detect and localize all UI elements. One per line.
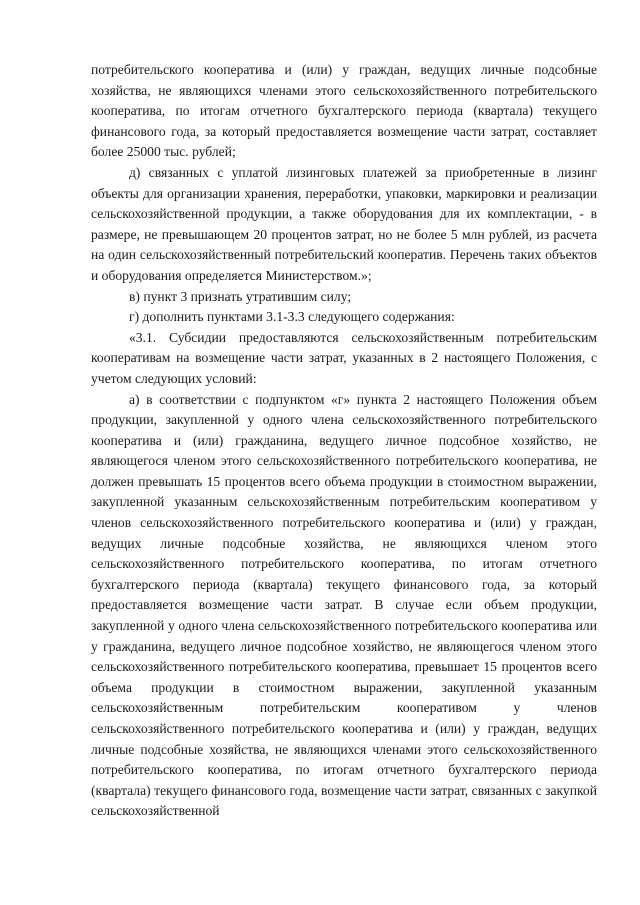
document-body (91, 60, 597, 822)
paragraph-continuation: потребительского кооператива и (или) у граждан, ведущих личные подсобные хозяйства, не являющихся членами этого сельскохозяйственного потребительского кооператива, по итогам отчетного бухгалтерского периода (квартала) текущего финансового года, за который предоставляется возмещение части затрат, составляет более 25000 тыс. рублей; (91, 62, 597, 160)
paragraph-item-v: в) пункт 3 признать утратившим силу; (129, 288, 352, 304)
paragraph-item-g: г) дополнить пунктами 3.1-3.3 следующего содержания: (129, 309, 455, 325)
paragraph-item-d: д) связанных с уплатой лизинговых платежей за приобретенные в лизинг объекты для организации хранения, переработки, упаковки, маркировки и реализации сельскохозяйственной продукции, а также оборудования для их комплектации, - в размере, не превышающем 20 процентов затрат, но не более 5 млн рублей, из расчета на один сельскохозяйственный потребительский кооператив. Перечень таких объектов и оборудования определяется Министерством.»; (91, 164, 597, 283)
paragraph-clause-3-1: «3.1. Субсидии предоставляются сельскохозяйственным потребительским кооперативам на возмещение части затрат, указанных в 2 настоящего Положения, с учетом следующих условий: (91, 329, 597, 386)
paragraph-item-a: а) в соответствии с подпунктом «г» пункта 2 настоящего Положения объем продукции, закупленной у одного члена сельскохозяйственного потребительского кооператива и (или) гражданина, ведущего личное подсобное хозяйство, не являющегося членом этого сельскохозяйственного потребительского кооператива, не должен превышать 15 процентов всего объема продукции в стоимостном выражении, закупленной указанным сельскохозяйственным потребительским кооперативом у членов сельскохозяйственного потребительского кооператива и (или) у граждан, ведущих личные подсобные хозяйства, не являющихся членом этого сельскохозяйственного потребительского кооператива, по итогам отчетного бухгалтерского периода (квартала) текущего финансового года, за который предоставляется возмещение части затрат. В случае если объем продукции, закупленной у одного члена сельскохозяйственного потребительского кооператива или у гражданина, ведущего личное подсобное хозяйство, не являющегося членом этого сельскохозяйственного потребительского кооператива, превышает 15 процентов всего объема продукции в стоимостном выражении, закупленной указанным сельскохозяйственным потребительским кооперативом у членов сельскохозяйственного потребительского кооператива и (или) у граждан, ведущих личные подсобные хозяйства, не являющихся членами этого сельскохозяйственного потребительского кооператива, по итогам отчетного бухгалтерского периода (квартала) текущего финансового года, возмещение части затрат, связанных с закупкой сельскохозяйственной (91, 391, 597, 819)
